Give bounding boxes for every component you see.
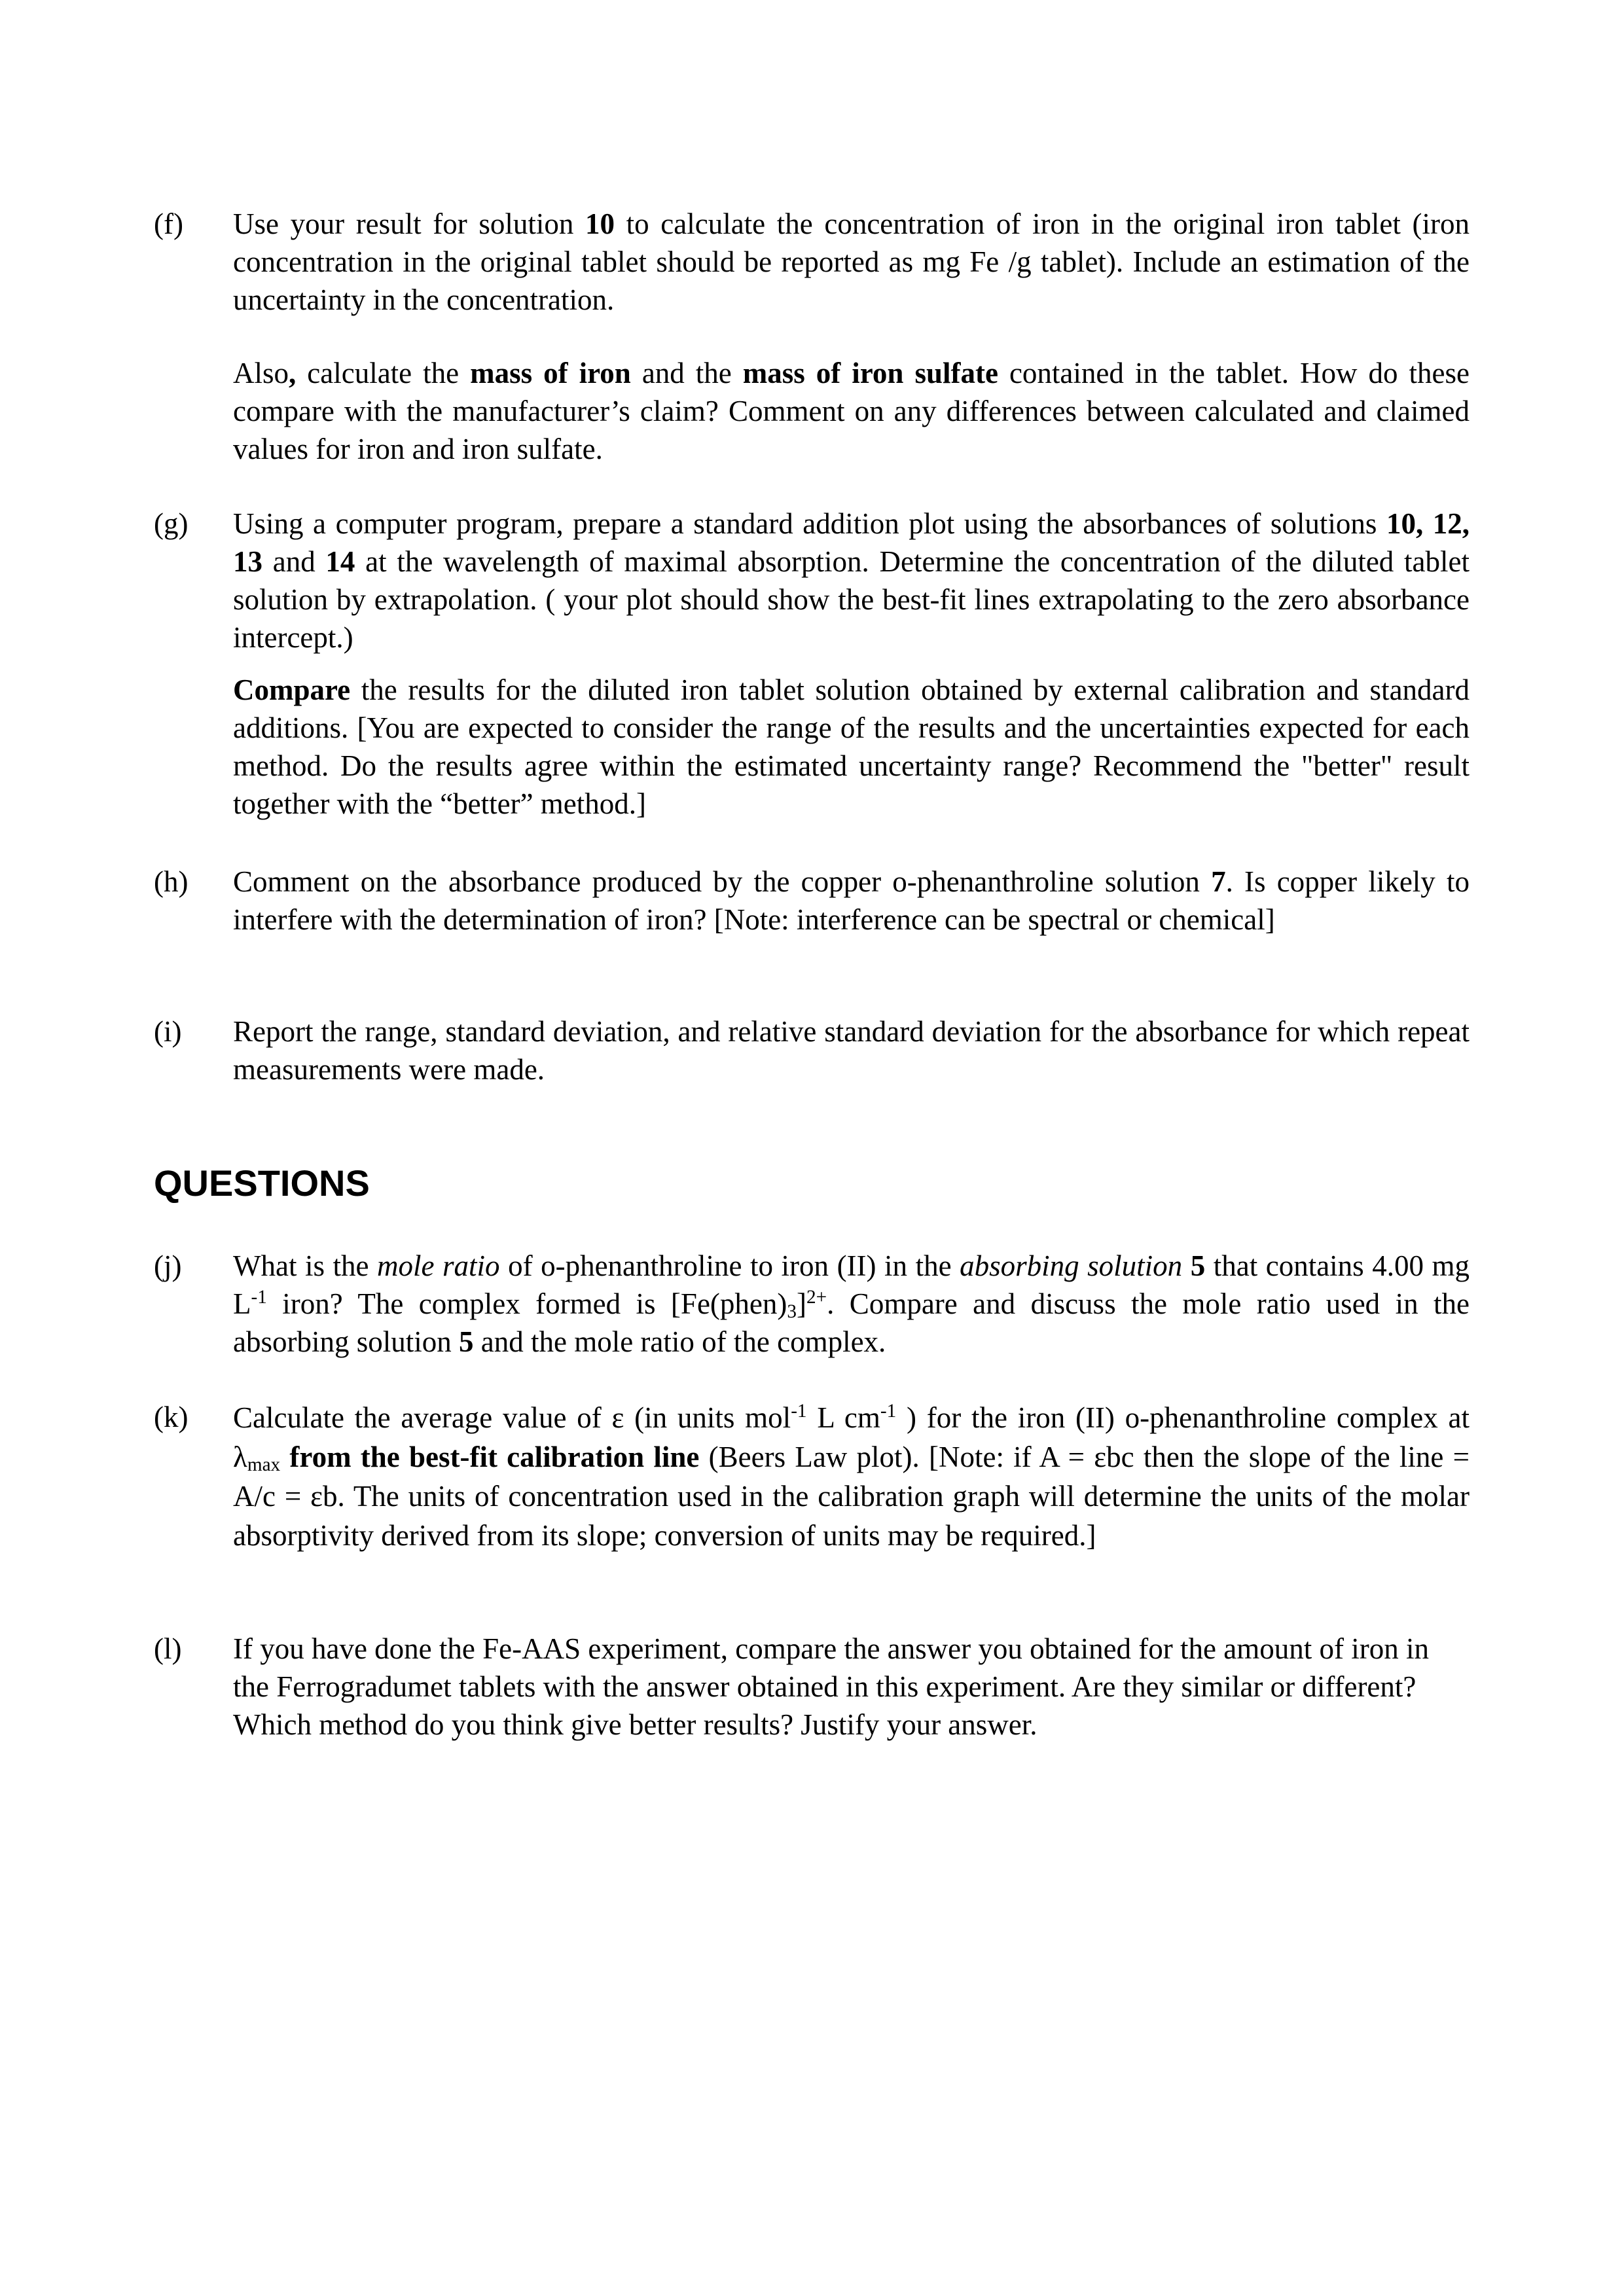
text: [1182, 1249, 1191, 1282]
bold-text: mass of iron sulfate: [742, 357, 998, 389]
italic-text: mole ratio: [377, 1249, 500, 1282]
text: calculate the: [296, 357, 471, 389]
text: at the wavelength of maximal absorption. Determine the concentration of the diluted tablet solution by extrapolation. ( your plot should show the best-fit lines extrapolating to the zero absorbance intercept.): [233, 545, 1470, 654]
text: and: [262, 545, 326, 578]
paragraph: [233, 1247, 1470, 1361]
item-label: (j): [154, 1249, 182, 1282]
text: What is the: [233, 1249, 378, 1282]
bold-text: 10, 12, 13: [233, 507, 1470, 578]
text: If you have done the Fe-AAS experiment, compare the answer you obtained for the amount of iron in the Ferrogradumet tablets with the answer obtained in this experiment. Are they similar or different? Which method do you think give better results? Justify your answer.: [233, 1632, 1429, 1741]
item-label: (k): [154, 1401, 189, 1433]
text: Comment on the absorbance produced by the copper o-phenanthroline solution: [233, 865, 1212, 898]
bold-text: ,: [289, 357, 297, 389]
text: contained in the tablet. How do these compare with the manufacturer’s claim? Comment on any differences between calculated and claimed values for iron and iron sulfate.: [233, 357, 1470, 465]
item-label: (i): [154, 1015, 182, 1048]
bold-text: 10: [585, 207, 615, 240]
text: ) for the iron (II) o-phenanthroline complex at λ: [233, 1401, 1470, 1473]
subscript: 3: [787, 1300, 797, 1322]
text: (Beers Law plot). [Note: if A = εbc then the slope of the line = A/c = εb. The units of concentration used in the calibration graph will determine the units of the molar absorptivity derived from its slope; conversion of units may be required.]: [233, 1441, 1470, 1552]
text: Calculate the average value of ε (in units mol: [233, 1401, 791, 1434]
text: Report the range, standard deviation, and relative standard deviation for the absorbance for which repeat measurements were made.: [233, 1015, 1470, 1086]
text: the results for the diluted iron tablet solution obtained by external calibration and standard additions. [You are expected to consider the range of the results and the uncertainties expected for each method. Do the results agree within the estimated uncertainty range? Recommend the "better" result together with the “better” method.]: [233, 673, 1470, 820]
bold-text: 7: [1211, 865, 1226, 898]
bold-text: 5: [459, 1325, 474, 1358]
superscript: -1: [251, 1286, 267, 1308]
text: and the: [630, 357, 743, 389]
text: . Compare and discuss the mole ratio used in the absorbing solution: [233, 1287, 1470, 1358]
paragraph: [233, 671, 1470, 823]
text: L cm: [806, 1401, 880, 1434]
superscript: 2+: [806, 1286, 827, 1308]
text: . Is copper likely to interfere with the determination of iron? [Note: interference can be spectral or chemical]: [233, 865, 1470, 936]
text: ]: [797, 1287, 806, 1320]
item-label: (g): [154, 507, 189, 540]
paragraph: [233, 354, 1470, 468]
bold-text: 14: [325, 545, 355, 578]
text: iron? The complex formed is [Fe(phen): [266, 1287, 787, 1320]
text: [280, 1441, 289, 1473]
text: to calculate the concentration of iron in the original iron tablet (iron concentration in the original tablet should be reported as mg Fe /g tablet). Include an estimation of the uncertainty in the concentration.: [233, 207, 1470, 316]
subscript: max: [247, 1454, 281, 1475]
text: that contains 4.00 mg L: [233, 1249, 1470, 1320]
item-label: (f): [154, 207, 183, 240]
bold-text: Compare: [233, 673, 351, 706]
text: Using a computer program, prepare a standard addition plot using the absorbances of solutions: [233, 507, 1386, 540]
text: of o-phenanthroline to iron (II) in the: [499, 1249, 960, 1282]
item-label: (h): [154, 865, 189, 898]
superscript: -1: [880, 1400, 897, 1422]
questions-heading: QUESTIONS: [154, 1162, 370, 1204]
bold-text: from the best-fit calibration line: [289, 1441, 700, 1473]
paragraph: [233, 1630, 1470, 1744]
bold-text: mass of iron: [470, 357, 631, 389]
superscript: -1: [791, 1400, 807, 1422]
text: Use your result for solution: [233, 207, 586, 240]
paragraph: [233, 505, 1470, 656]
text: Also: [233, 357, 289, 389]
text: and the mole ratio of the complex.: [473, 1325, 886, 1358]
paragraph: [233, 205, 1470, 319]
bold-text: 5: [1190, 1249, 1206, 1282]
italic-text: absorbing solution: [960, 1249, 1183, 1282]
paragraph: [233, 1398, 1470, 1555]
paragraph: [233, 863, 1470, 939]
paragraph: [233, 1013, 1470, 1088]
item-label: (l): [154, 1632, 182, 1665]
